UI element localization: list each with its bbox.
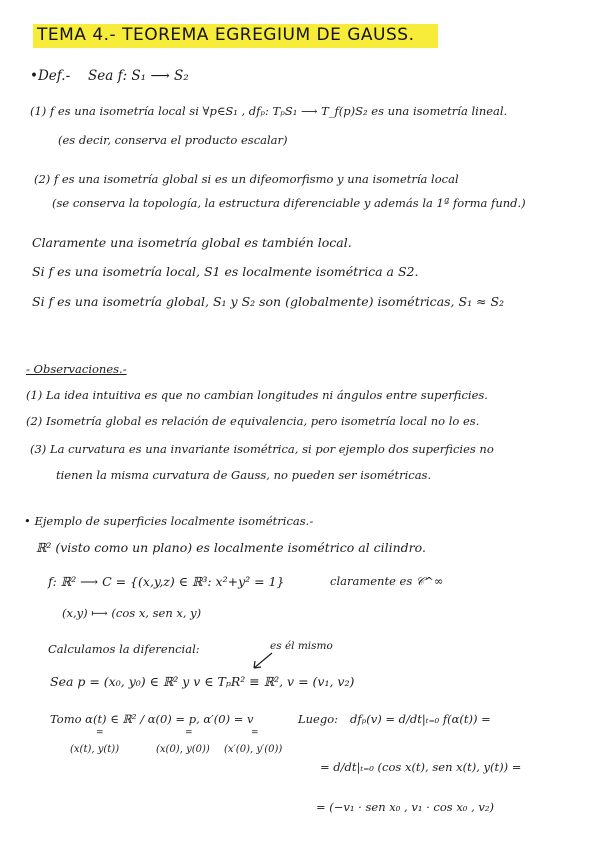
consequence-1: Claramente una isometría global es también local.	[32, 235, 352, 250]
consequence-2: Si f es una isometría local, S1 es localmente isométrica a S2.	[32, 264, 419, 279]
def-map: Sea f: S₁ ⟶ S₂	[88, 68, 189, 84]
curve-at-zero: (x(0), y(0))	[156, 744, 210, 755]
same-space-note: es él mismo	[270, 640, 333, 652]
obs-3: (3) La curvatura es una invariante isométrica, si por ejemplo dos superficies no	[30, 442, 494, 456]
def-heading: •Def.-	[30, 68, 71, 84]
def-item-2: (2) f es una isometría global si es un difeomorfismo y una isometría local	[34, 172, 459, 186]
obs-2: (2) Isometría global es relación de equivalencia, pero isometría local no lo es.	[26, 414, 480, 428]
def-item-1: (1) f es una isometría local si ∀p∈S₁ , dfₚ: TₚS₁ ⟶ T_f(p)S₂ es una isometría lineal.	[30, 104, 508, 118]
smoothness-note: claramente es 𝒞^∞	[330, 574, 444, 588]
obs-3-cont: tienen la misma curvatura de Gauss, no pueden ser isométricas.	[56, 468, 432, 482]
consequence-3: Si f es una isometría global, S₁ y S₂ son (globalmente) isométricas, S₁ ≈ S₂	[32, 294, 505, 309]
curve-choice: Tomo α(t) ∈ ℝ² / α(0) = p, α′(0) = v	[50, 712, 254, 726]
obs-1: (1) La idea intuitiva es que no cambian longitudes ni ángulos entre superficies.	[26, 388, 488, 402]
def-item-1-note: (es decir, conserva el producto escalar)	[58, 133, 288, 147]
example-heading: • Ejemplo de superficies localmente isométricas.-	[24, 514, 314, 528]
title-highlight	[33, 24, 438, 48]
example-rule: (x,y) ⟼ (cos x, sen x, y)	[62, 606, 202, 620]
note-arrow-icon	[246, 650, 276, 674]
example-map: f: ℝ² ⟶ C = {(x,y,z) ∈ ℝ³: x²+y² = 1}	[48, 574, 285, 589]
calc-heading: Calculamos la diferencial:	[48, 642, 200, 656]
luego-label: Luego:	[298, 712, 339, 726]
equiv-mark-2: =	[185, 728, 193, 738]
example-claim: ℝ² (visto como un plano) es localmente isométrico al cilindro.	[36, 540, 426, 555]
differential-step-1: dfₚ(v) = d/dt|ₜ₌₀ f(α(t)) =	[350, 712, 491, 726]
equiv-mark-3: =	[251, 728, 259, 738]
equiv-mark-1: =	[96, 728, 104, 738]
curve-derivative-at-zero: (x′(0), y′(0))	[224, 744, 283, 755]
def-item-2-note: (se conserva la topología, la estructura diferenciable y además la 1ª forma fund.)	[52, 196, 526, 210]
point-and-vector: Sea p = (x₀, y₀) ∈ ℝ² y v ∈ TₚR² ≡ ℝ², v = (v₁, v₂)	[50, 674, 355, 689]
differential-step-2: = d/dt|ₜ₌₀ (cos x(t), sen x(t), y(t)) =	[320, 760, 522, 774]
obs-heading: - Observaciones.-	[26, 362, 127, 376]
page-title: TEMA 4.- TEOREMA EGREGIUM DE GAUSS.	[37, 25, 415, 45]
differential-result: = (−v₁ · sen x₀ , v₁ · cos x₀ , v₂)	[316, 800, 494, 814]
curve-components: (x(t), y(t))	[70, 744, 120, 755]
